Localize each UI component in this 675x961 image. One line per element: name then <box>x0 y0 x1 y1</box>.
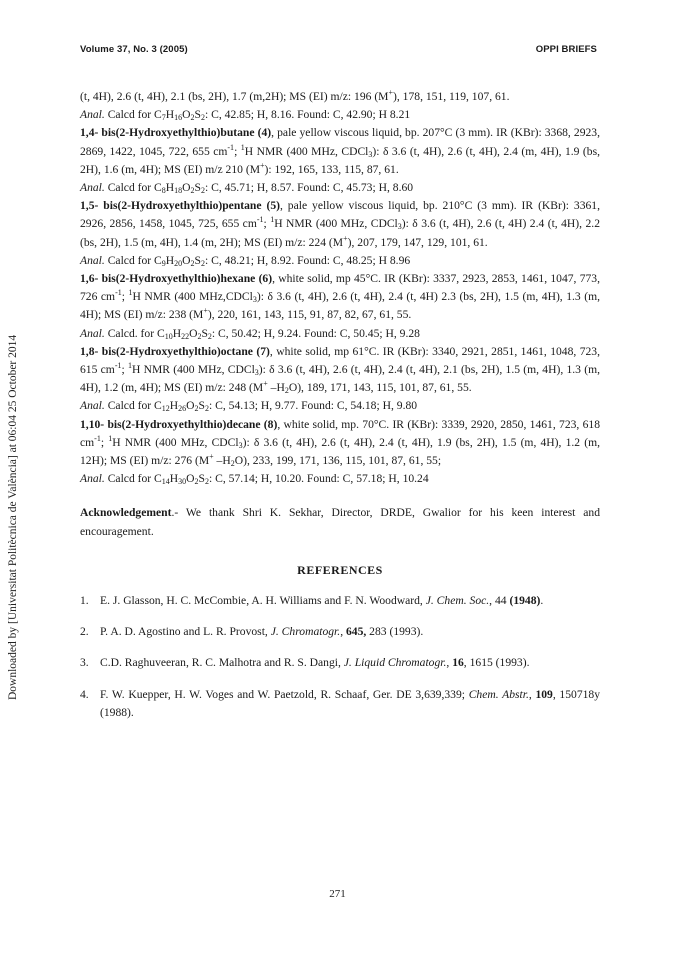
analysis-8: Anal. Calcd for $C_{14}H_{30}O_2S_2$: C, 57.14; H, 10.20. Found: C, 57.18; H, 10.24 <box>80 472 429 487</box>
page-number: 271 <box>329 888 346 900</box>
acknowledgement: Acknowledgement.- We thank Shri K. Sekhar, Director, DRDE, Gwalior for his keen interest and encouragement. <box>80 506 600 538</box>
compound-8: 1,10- bis(2-Hydroxyethylthio)decane (8), white solid, mp. 70°C. IR (KBr): 3339, 2920, 2850, 1461, 723, 618 $cm^{-1}$; $^1$H NMR (400 MHz, CDCl$_3$): δ 3.6 (t, 4H), 2.6 (t, 4H), 2.4 (t, 4H), 1.9 (bs, 2H), 1.5 (m, 4H), 1.2 (m, 12H); MS (EI) m/z: 276 (M+ $-H_2O$), 233, 199, 171, 136, 115, 101, 87, 61, 55; <box>80 417 600 469</box>
reference-item: 3. C.D. Raghuveeran, R. C. Malhotra and R. S. Dangi, J. Liquid Chromatogr., 16, 1615 (1993). <box>80 656 530 670</box>
analysis-5: Anal. Calcd for $C_9H_{20}O_2S_2$: C, 48.21; H, 8.92. Found: C, 48.25; H 8.96 <box>80 253 411 268</box>
reference-item: 1. E. J. Glasson, H. C. McCombie, A. H. Williams and F. N. Woodward, J. Chem. Soc., 44 (1948). <box>80 594 544 608</box>
compound-4: 1,4- bis(2-Hydroxyethylthio)butane (4), pale yellow viscous liquid, bp. 207°C (3 mm). IR (KBr): 3368, 2923, 2869, 1422, 1045, 722, 655 $cm^{-1}$; $^1$H NMR (400 MHz, CDCl$_3$): δ 3.6 (t, 4H), 2.6 (t, 4H), 2.4 (m, 4H), 1.9 (bs, 2H), 1.6 (m, 4H); MS (EI) m/z 210 (M+): 192, 165, 133, 115, 87, 61. <box>80 126 601 176</box>
references-heading: REFERENCES <box>297 562 383 577</box>
compound-6: 1,6- bis(2-Hydroxyethylthio)hexane (6), white solid, mp 45°C. IR (KBr): 3337, 2923, 2853, 1461, 1047, 773, 726 $cm^{-1}$; $^1$H NMR (400 MHz,CDCl$_3$): δ 3.6 (t, 4H), 2.6 (t, 4H), 2.4 (t, 4H) 2.3 (bs, 2H), 1.5 (m, 4H), 1.3 (m, 4H); MS (EI) m/z: 238 (M+), 220, 161, 143, 115, 91, 87, 82, 67, 61, 55. <box>80 272 601 322</box>
download-watermark-text: Downloaded by [Universitat Politècnica de València] at 06:04 25 October 2014 <box>7 334 19 700</box>
section-title: OPPI BRIEFS <box>535 44 597 55</box>
analysis-4: Anal. Calcd for $C_8H_{18}O_2S_2$: C, 45.71; H, 8.57. Found: C, 45.73; H, 8.60 <box>80 181 414 196</box>
compound-7: 1,8- bis(2-Hydroxyethylthio)octane (7), white solid, mp 61°C. IR (KBr): 3340, 2921, 2851, 1461, 1048, 723, 615 $cm^{-1}$; $^1$H NMR (400 MHz, CDCl$_3$): δ 3.6 (t, 4H), 2.6 (t, 4H), 2.4 (t, 4H), 2.1 (bs, 2H), 1.5 (m, 4H), 1.3 (m, 4H), 1.2 (m, 4H); MS (EI) m/z: 248 (M+ $-H_2O$), 189, 171, 143, 115, 101, 87, 61, 55. <box>80 344 601 396</box>
download-watermark <box>7 260 21 700</box>
analysis-6: Anal. Calcd. for $C_{10}H_{22}O_2S_2$: C, 50.42; H, 9.24. Found: C, 50.45; H, 9.28 <box>80 326 420 341</box>
reference-item: 2. P. A. D. Agostino and L. R. Provost, J. Chromatogr., 645, 283 (1993). <box>80 625 424 639</box>
analysis-3: Anal. Calcd for $C_7H_{16}O_2S_2$: C, 42.85; H, 8.16. Found: C, 42.90; H 8.21 <box>80 108 411 123</box>
journal-volume: Volume 37, No. 3 (2005) <box>80 44 188 55</box>
analysis-7: Anal. Calcd for $C_{12}H_{26}O_2S_2$: C, 54.13; H, 9.77. Found: C, 54.18; H, 9.80 <box>80 399 418 414</box>
article-body <box>80 88 600 722</box>
reference-item: 4. F. W. Kuepper, H. W. Voges and W. Paetzold, R. Schaaf, Ger. DE 3,639,339; Chem. Abstr., 109, 150718y (1988). <box>80 687 601 719</box>
compound-3-ms: (t, 4H), 2.6 (t, 4H), 2.1 (bs, 2H), 1.7 (m,2H); MS (EI) m/z: 196 (M+), 178, 151, 119, 107, 61. <box>80 88 510 103</box>
running-header <box>80 44 597 55</box>
compound-5: 1,5- bis(2-Hydroxyethylthio)pentane (5), pale yellow viscous liquid, bp. 210°C (3 mm). IR (KBr): 3361, 2926, 2856, 1458, 1045, 725, 655 $cm^{-1}$; $^1$H NMR (400 MHz, CDCl$_3$): δ 3.6 (t, 4H), 2.6 (t, 4H) 2.4 (t, 4H), 2.2 (bs, 2H), 1.5 (m, 4H), 1.4 (m, 2H); MS (EI) m/z: 224 (M+), 207, 179, 147, 129, 101, 61. <box>80 199 600 249</box>
